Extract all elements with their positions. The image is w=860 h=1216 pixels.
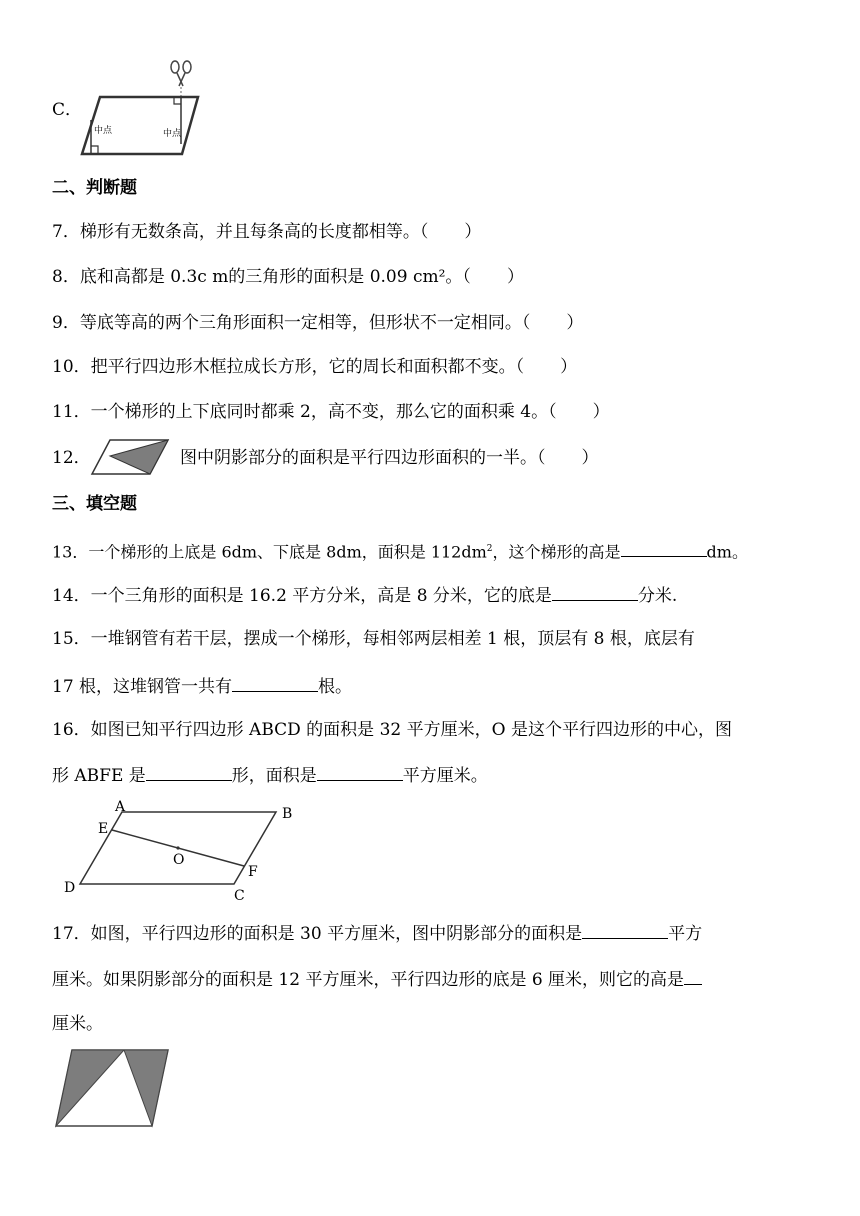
question-12: [52, 446, 91, 470]
question-number: 15．: [52, 629, 91, 649]
question-number: 12．: [52, 448, 91, 468]
q16-parallelogram-abcd-figure: [60, 800, 310, 904]
question-13: 13．一个梯形的上底是 6dm、下底是 8dm，面积是 $112dm^2$，这个梯形的高是 dm。: [52, 537, 748, 564]
center-point-o: [176, 846, 179, 849]
question-16-line1: 16．如图已知平行四边形 ABCD 的面积是 32 平方厘米，O 是这个平行四边形的中心，图: [52, 720, 732, 740]
question-9: 9．等底等高的两个三角形面积一定相等，但形状不一定相同。（ ）: [52, 313, 584, 333]
question-number: 7．: [52, 222, 80, 242]
answer-blank[interactable]: [582, 920, 668, 939]
midpoint-label-right: 中点: [163, 129, 182, 139]
question-text: 底和高都是 0.3c m的三角形的面积是 0.09 cm²。（: [79, 267, 471, 287]
question-11: 11．一个梯形的上下底同时都乘 2，高不变，那么它的面积乘 4。（ ）: [52, 402, 610, 422]
vertex-label-c: C: [234, 888, 245, 904]
question-number: 9．: [52, 313, 80, 333]
section-title-fill-in: 三、填空题: [52, 494, 137, 514]
question-number: 16．: [52, 720, 91, 740]
q12-parallelogram-figure: [90, 438, 170, 478]
option-c-figure: [76, 54, 206, 158]
scissors-icon: [171, 61, 191, 86]
question-16-line2: 形 ABFE 是 形，面积是 平方厘米。: [52, 762, 488, 788]
question-text: 把平行四边形木框拉成长方形，它的周长和面积都不变。（: [90, 357, 525, 377]
answer-blank[interactable]: [317, 762, 403, 781]
answer-blank[interactable]: [146, 762, 232, 781]
question-text: 等底等高的两个三角形面积一定相等，但形状不一定相同。（: [79, 313, 531, 333]
section-title-judgement: 二、判断题: [52, 178, 137, 198]
question-15-line2: 17 根，这堆钢管一共有 根。: [52, 673, 352, 699]
option-c-label: C．: [52, 100, 83, 120]
question-text: 一个梯形的上下底同时都乘 2，高不变，那么它的面积乘 4。（: [90, 402, 557, 422]
question-number: 14．: [52, 586, 91, 606]
question-12-text: 图中阴影部分的面积是平行四边形面积的一半。（ ）: [180, 448, 599, 468]
vertex-label-d: D: [64, 880, 76, 896]
vertex-label-o: O: [173, 852, 185, 868]
answer-blank[interactable]: [621, 538, 707, 557]
answer-blank[interactable]: [232, 673, 318, 692]
question-15-line1: 15．一堆钢管有若干层，摆成一个梯形，每相邻两层相差 1 根，顶层有 8 根，底层有: [52, 629, 695, 649]
question-10: 10．把平行四边形木框拉成长方形，它的周长和面积都不变。（ ）: [52, 357, 578, 377]
question-14: 14．一个三角形的面积是 16.2 平方分米，高是 8 分米，它的底是 分米.: [52, 582, 677, 608]
question-number: 10．: [52, 357, 91, 377]
question-8: 8．底和高都是 0.3c m的三角形的面积是 0.09 cm²。（ ）: [52, 267, 524, 287]
vertex-label-b: B: [282, 806, 293, 822]
question-7: 7．梯形有无数条高，并且每条高的长度都相等。（ ）: [52, 222, 482, 242]
question-number: 13．: [52, 542, 89, 562]
question-number: 11．: [52, 402, 91, 422]
question-number: 8．: [52, 267, 80, 287]
question-17-line3: 厘米。: [52, 1014, 103, 1034]
vertex-label-a: A: [115, 800, 126, 815]
question-17-line1: 17．如图，平行四边形的面积是 30 平方厘米，图中阴影部分的面积是 平方: [52, 920, 702, 946]
midpoint-label-left: 中点: [94, 126, 113, 136]
vertex-label-f: F: [248, 864, 258, 880]
answer-blank[interactable]: [684, 966, 702, 985]
question-17-line2: 厘米。如果阴影部分的面积是 12 平方厘米，平行四边形的底是 6 厘米，则它的高是: [52, 966, 702, 992]
question-number: 17．: [52, 924, 91, 944]
answer-blank[interactable]: [552, 582, 638, 601]
q17-parallelogram-figure: [52, 1046, 172, 1130]
vertex-label-e: E: [98, 821, 109, 837]
question-text: 梯形有无数条高，并且每条高的长度都相等。（: [79, 222, 429, 242]
